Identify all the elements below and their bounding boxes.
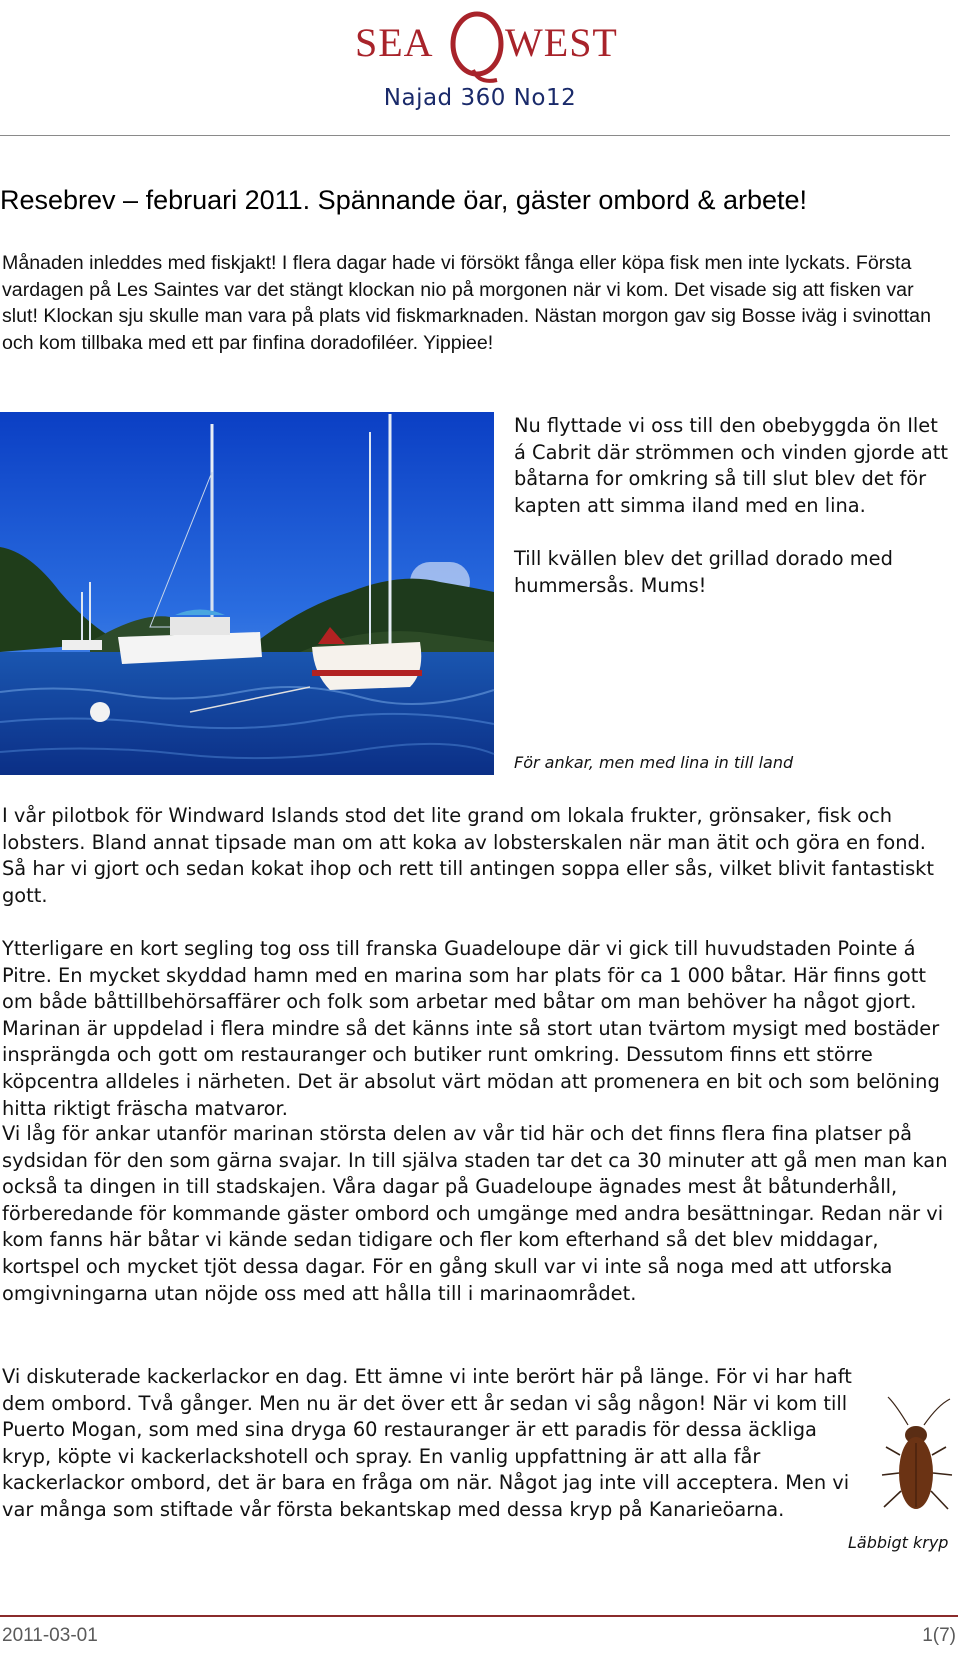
footer-divider [0,1615,958,1617]
footer-date: 2011-03-01 [2,1625,98,1646]
intro-paragraph: Månaden inleddes med fiskjakt! I flera dagar hade vi försökt fånga eller köpa fisk men inte lyckats. Första vardagen på Les Saintes var det stängt klockan nio på morgonen när vi kom. Det visade sig att fisken var slut! Klockan sju skulle man vara på plats vid fiskmarknaden. Nästan morgon gav sig Bosse iväg i svinottan och kom tillbaka med ett par finfina doradofiléer. Yippiee! [2,252,931,354]
anchored-boats-photo [0,412,494,775]
header-divider [0,135,950,136]
guadeloupe-paragraph-1: Ytterligare en kort segling tog oss till franska Guadeloupe där vi gick till huvudstaden Pointe á Pitre. En mycket skyddad hamn med en marina som har plats för ca 1 000 båtar. Här finns gott om både båttillbehörsaffärer och folk som arbetar med båtar om man behöver ha något gjort. Marinan är uppdelad i flera mindre så det känns inte så stort utan tvärtom mysigt med bostäder insprängda och gott om restauranger och butiker runt omkring. Dessutom finns ett större köpcentra alldeles i närheten. Det är absolut värt mödan att promenera en bit och som belöning hitta riktigt fräscha matvaror. [2,937,940,1120]
side-paragraph-dinner: Till kvällen blev det grillad dorado med hummersås. Mums! [514,547,893,597]
seaqwest-logo [355,8,618,86]
svg-text:WEST: WEST [505,20,618,65]
boat-photo-caption: För ankar, men med lina in till land [514,753,794,772]
pilot-book-paragraph: I vår pilotbok för Windward Islands stod det lite grand om lokala frukter, grönsaker, fisk och lobsters. Bland annat tipsade man om att koka av lobsterskalen när man ätit och göra en fond. Så har vi gjort och sedan kokat ihop och rett till antingen soppa eller sås, vilket blivit fantastiskt gott. [2,804,935,907]
boat-subtitle: Najad 360 No12 [383,85,577,111]
cockroach-photo [878,1395,958,1525]
letter-headline: Resebrev – februari 2011. Spännande öar, gäster ombord & arbete! [0,185,808,215]
side-paragraph-cabrit: Nu flyttade vi oss till den obebyggda ön Ilet á Cabrit där strömmen och vinden gjorde att båtarna for omkring så till slut blev det för kapten att simma iland med en lina. [514,414,949,517]
cockroach-caption: Läbbigt kryp [848,1533,949,1552]
svg-text:SEA: SEA [355,20,434,65]
footer-page-number: 1(7) [922,1625,956,1646]
cockroach-paragraph: Vi diskuterade kackerlackor en dag. Ett ämne vi inte berört här på länge. För vi har haft dem ombord. Två gånger. Men nu är det över ett år sedan vi såg någon! När vi kom till Puerto Mogan, som med sina dryga 60 restauranger är ett paradis för dessa äckliga kryp, köpte vi kackerlackshotell och spray. En vanlig uppfattning är att alla får kackerlackor ombord, det är bara en fråga om när. Något jag inte vill acceptera. Men vi var många som stiftade vår första bekantskap med dessa kryp på Kanarieöarna. [2,1365,852,1521]
guadeloupe-paragraph-2: Vi låg för ankar utanför marinan största delen av vår tid här och det finns flera fina platser på sydsidan för den som gärna svajar. In till själva staden tar det ca 30 minuter att gå men man kan också ta dingen in till stadskajen. Våra dagar på Guadeloupe ägnades mest åt båtunderhåll, förberedande för kommande gäster ombord och umgänge med andra besättningar. Redan när vi kom fanns här båtar vi kände sedan tidigare och fler kom efterhand så det blev middagar, kortspel och mycket tjöt dessa dagar. För en gång skull var vi inte så noga med att utforska omgivningarna utan nöjde oss med att hålla till i marinaområdet. [2,1122,948,1305]
